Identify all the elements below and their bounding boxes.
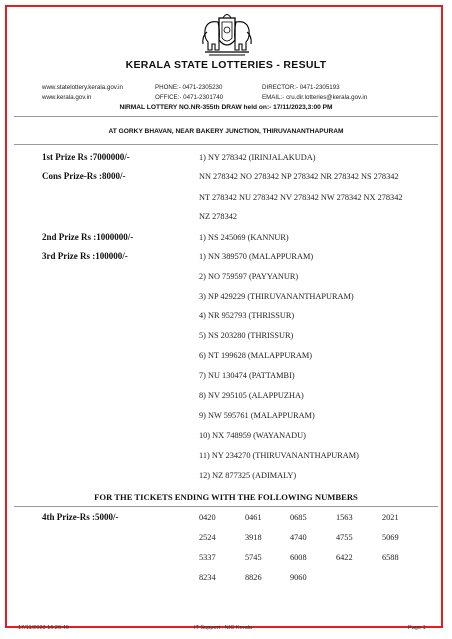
ending-number: 6008	[290, 553, 307, 562]
footer-page-number: Page 1	[408, 625, 426, 631]
third-prize-entry: 9) NW 595761 (MALAPPURAM)	[199, 411, 315, 420]
footer-support: IT Support : NIC Kerala	[194, 625, 253, 631]
first-prize-entry: 1) NY 278342 (IRINJALAKUDA)	[199, 153, 316, 162]
consolation-line: NZ 278342	[199, 212, 238, 221]
ending-number: 2524	[199, 533, 216, 542]
ending-number: 6422	[336, 553, 353, 562]
ending-number: 9060	[290, 573, 307, 582]
consolation-prize-label: Cons Prize-Rs :8000/-	[42, 171, 126, 181]
ending-number: 3918	[245, 533, 262, 542]
phone-number: PHONE:- 0471-2305230	[155, 84, 223, 91]
draw-info: NIRMAL LOTTERY NO.NR-355th DRAW held on:- 17/11/2023,3:00 PM	[119, 104, 333, 111]
email-address[interactable]: EMAIL:- cru.dir.lotteries@kerala.gov.in	[262, 94, 368, 101]
fourth-prize-label: 4th Prize-Rs :5000/-	[42, 512, 119, 522]
third-prize-entry: 12) NZ 877325 (ADIMALY)	[199, 471, 297, 480]
draw-venue: AT GORKY BHAVAN, NEAR BAKERY JUNCTION, THIRUVANANTHAPURAM	[108, 128, 344, 135]
third-prize-entry: 11) NY 234270 (THIRUVANANTHAPURAM)	[199, 451, 359, 460]
ending-number: 4755	[336, 533, 353, 542]
third-prize-entry: 8) NV 295105 (ALAPPUZHA)	[199, 391, 304, 400]
third-prize-entry: 5) NS 203280 (THRISSUR)	[199, 331, 294, 340]
third-prize-entry: 3) NP 429229 (THIRUVANANTHAPURAM)	[199, 292, 354, 301]
ending-number: 8234	[199, 573, 216, 582]
ending-number: 0420	[199, 513, 216, 522]
ending-number: 2021	[382, 513, 399, 522]
ending-number: 5745	[245, 553, 262, 562]
divider	[14, 506, 438, 507]
third-prize-entry: 6) NT 199628 (MALAPPURAM)	[199, 351, 313, 360]
second-prize-entry: 1) NS 245069 (KANNUR)	[199, 233, 289, 242]
office-number: OFFICE:- 0471-2301740	[155, 94, 224, 101]
website-link-secondary[interactable]: www.kerala.gov.in	[42, 94, 92, 101]
ending-number: 0461	[245, 513, 262, 522]
third-prize-entry: 10) NX 748959 (WAYANADU)	[199, 431, 306, 440]
consolation-line: NN 278342 NO 278342 NP 278342 NR 278342 NS 278342	[199, 172, 399, 181]
third-prize-entry: 2) NO 759597 (PAYYANUR)	[199, 272, 299, 281]
divider	[14, 116, 438, 117]
kerala-emblem-icon	[199, 10, 255, 60]
ending-number: 5069	[382, 533, 399, 542]
consolation-line: NT 278342 NU 278342 NV 278342 NW 278342 NX 278342	[199, 193, 403, 202]
first-prize-label: 1st Prize Rs :7000000/-	[42, 152, 130, 162]
footer-timestamp: 17/11/2023 16:26:40	[18, 625, 69, 631]
ending-number: 5337	[199, 553, 216, 562]
endings-heading: FOR THE TICKETS ENDING WITH THE FOLLOWING NUMBERS	[94, 492, 358, 502]
third-prize-entry: 7) NU 130474 (PATTAMBI)	[199, 371, 295, 380]
director-number: DIRECTOR:- 0471-2305193	[262, 84, 340, 91]
ending-number: 4740	[290, 533, 307, 542]
ending-number: 8826	[245, 573, 262, 582]
ending-number: 1563	[336, 513, 353, 522]
ending-number: 0685	[290, 513, 307, 522]
third-prize-entry: 1) NN 389570 (MALAPPURAM)	[199, 252, 314, 261]
page-title: KERALA STATE LOTTERIES - RESULT	[125, 59, 327, 71]
website-link[interactable]: www.statelottery.kerala.gov.in	[42, 84, 123, 91]
third-prize-label: 3rd Prize Rs :100000/-	[42, 251, 128, 261]
second-prize-label: 2nd Prize Rs :1000000/-	[42, 232, 134, 242]
ending-number: 6588	[382, 553, 399, 562]
divider	[14, 144, 438, 145]
third-prize-entry: 4) NR 952793 (THRISSUR)	[199, 311, 295, 320]
